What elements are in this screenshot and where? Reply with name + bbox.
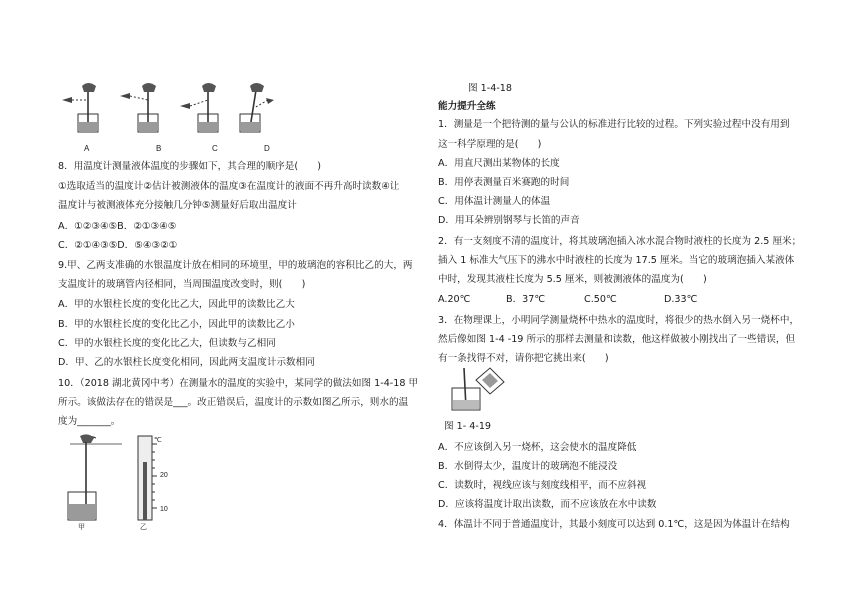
q9-stem-line1: 9.甲、乙两支准确的水银温度计放在相同的环境里，甲的玻璃泡的容积比乙的大，两 bbox=[58, 260, 413, 271]
r-q3-line3: 有一条找得不对，请你把它挑出来( ) bbox=[438, 353, 609, 364]
r-q3-option-d: D．应该将温度计取出读数，而不应该放在水中读数 bbox=[438, 499, 657, 510]
scale-tick-10: 10 bbox=[160, 506, 168, 513]
setup-b bbox=[120, 83, 158, 132]
label-jia: 甲 bbox=[78, 524, 85, 531]
r-q1-option-c: C．用体温计测量人的体温 bbox=[438, 196, 551, 207]
r-q1-option-b: B．用停表测量百米赛跑的时间 bbox=[438, 177, 570, 188]
q8-steps-line1: ①选取适当的温度计②估计被测液体的温度③在温度计的液面不再升高时读数④让 bbox=[58, 181, 400, 192]
fig-label-c: C bbox=[212, 144, 218, 153]
r-q2-line3: 中时，发现其液柱长度为 5.5 厘米，则被测液体的温度为( ) bbox=[438, 274, 707, 285]
r-q2-option-b: B．37℃ bbox=[506, 294, 546, 305]
fig-label-b: B bbox=[156, 144, 162, 153]
thermometer-scale-yi bbox=[138, 436, 157, 520]
beaker-setup-jia bbox=[68, 434, 122, 520]
q9-option-c: C．甲的水银柱长度的变化比乙大，但读数与乙相同 bbox=[58, 338, 276, 349]
r-q2-option-c: C.50℃ bbox=[584, 294, 617, 305]
figure-1-4-19 bbox=[446, 366, 516, 414]
r-q3-option-c: C．读数时，视线应该与刻度线相平，而不应斜视 bbox=[438, 480, 647, 491]
q10-line3: 度为_______。 bbox=[58, 416, 121, 427]
q8-steps-line2: 温度计与被测液体充分接触几分钟⑤测量好后取出温度计 bbox=[58, 200, 297, 211]
r-q1-option-a: A．用直尺测出某物体的长度 bbox=[438, 158, 560, 169]
r-q4-line1: 4．体温计不同于普通温度计，其最小刻度可以达到 0.1℃，这是因为体温计在结构 bbox=[438, 519, 790, 530]
scale-unit: ℃ bbox=[154, 437, 162, 444]
r-q3-figure-caption: 图 1- 4-19 bbox=[444, 421, 492, 432]
r-q2-line1: 2．有一支刻度不清的温度计，将其玻璃泡插入冰水混合物时液柱的长度为 2.5 厘米； bbox=[438, 236, 802, 247]
q8-options-cd: C．②①④③⑤D．⑤④③②① bbox=[58, 240, 178, 251]
section-heading: 能力提升全练 bbox=[438, 101, 496, 112]
q9-option-a: A．甲的水银柱长度的变化比乙大，因此甲的读数比乙大 bbox=[58, 299, 295, 310]
q9-option-b: B．甲的水银柱长度的变化比乙小，因此甲的读数比乙小 bbox=[58, 319, 295, 330]
setup-c bbox=[180, 83, 218, 132]
r-q3-option-b: B．水倒得太少，温度计的玻璃泡不能浸没 bbox=[438, 461, 618, 472]
r-q1-option-d: D．用耳朵辨别钢琴与长笛的声音 bbox=[438, 215, 580, 226]
r-q3-line2: 然后像如图 1-4 -19 所示的那样去测量和读数，他这样做被小刚找出了一些错误，但 bbox=[438, 334, 796, 345]
r-q2-option-d: D.33℃ bbox=[664, 294, 698, 305]
r-q1-line1: 1．测量是一个把待测的量与公认的标准进行比较的过程。下列实验过程中没有用到 bbox=[438, 119, 790, 130]
setup-a bbox=[62, 83, 98, 132]
thermometer-reading-figure bbox=[58, 80, 298, 142]
q9-stem-line2: 支温度计的玻璃管内径相同，当周围温度改变时，则( ) bbox=[58, 279, 306, 290]
fig-label-a: A bbox=[84, 144, 90, 153]
scale-tick-20: 20 bbox=[160, 472, 168, 479]
q10-line1: 10．（2018 湖北黄冈中考）在测量水的温度的实验中，某同学的做法如图 1-4-18 甲 bbox=[58, 378, 419, 389]
figure-1-4-18 bbox=[62, 432, 212, 532]
label-yi: 乙 bbox=[140, 524, 147, 531]
figure-caption-1-4-18: 图 1-4-18 bbox=[468, 83, 512, 94]
r-q3-line1: 3．在物理课上，小明同学测量烧杯中热水的温度时，将很少的热水倒入另一烧杯中， bbox=[438, 315, 800, 326]
q9-option-d: D．甲、乙的水银柱长度变化相同，因此两支温度计示数相同 bbox=[58, 357, 315, 368]
fig-label-d: D bbox=[264, 144, 270, 153]
q10-line2: 所示。该做法存在的错误是___。改正错误后，温度计的示数如图乙所示，则水的温 bbox=[58, 397, 409, 408]
r-q2-line2: 插入 1 标准大气压下的沸水中时液柱的长度为 17.5 厘米。当它的玻璃泡插入某液体 bbox=[438, 255, 795, 266]
setup-d bbox=[240, 83, 274, 132]
r-q1-line2: 这一科学原理的是( ) bbox=[438, 139, 542, 150]
q8-options-ab: A．①②③④⑤B．②①③④⑤ bbox=[58, 221, 177, 232]
r-q3-option-a: A．不应该倒入另一烧杯，这会使水的温度降低 bbox=[438, 442, 637, 453]
r-q2-option-a: A.20℃ bbox=[438, 294, 471, 305]
q8-stem: 8．用温度计测量液体温度的步骤如下，其合理的顺序是( ) bbox=[58, 161, 322, 172]
